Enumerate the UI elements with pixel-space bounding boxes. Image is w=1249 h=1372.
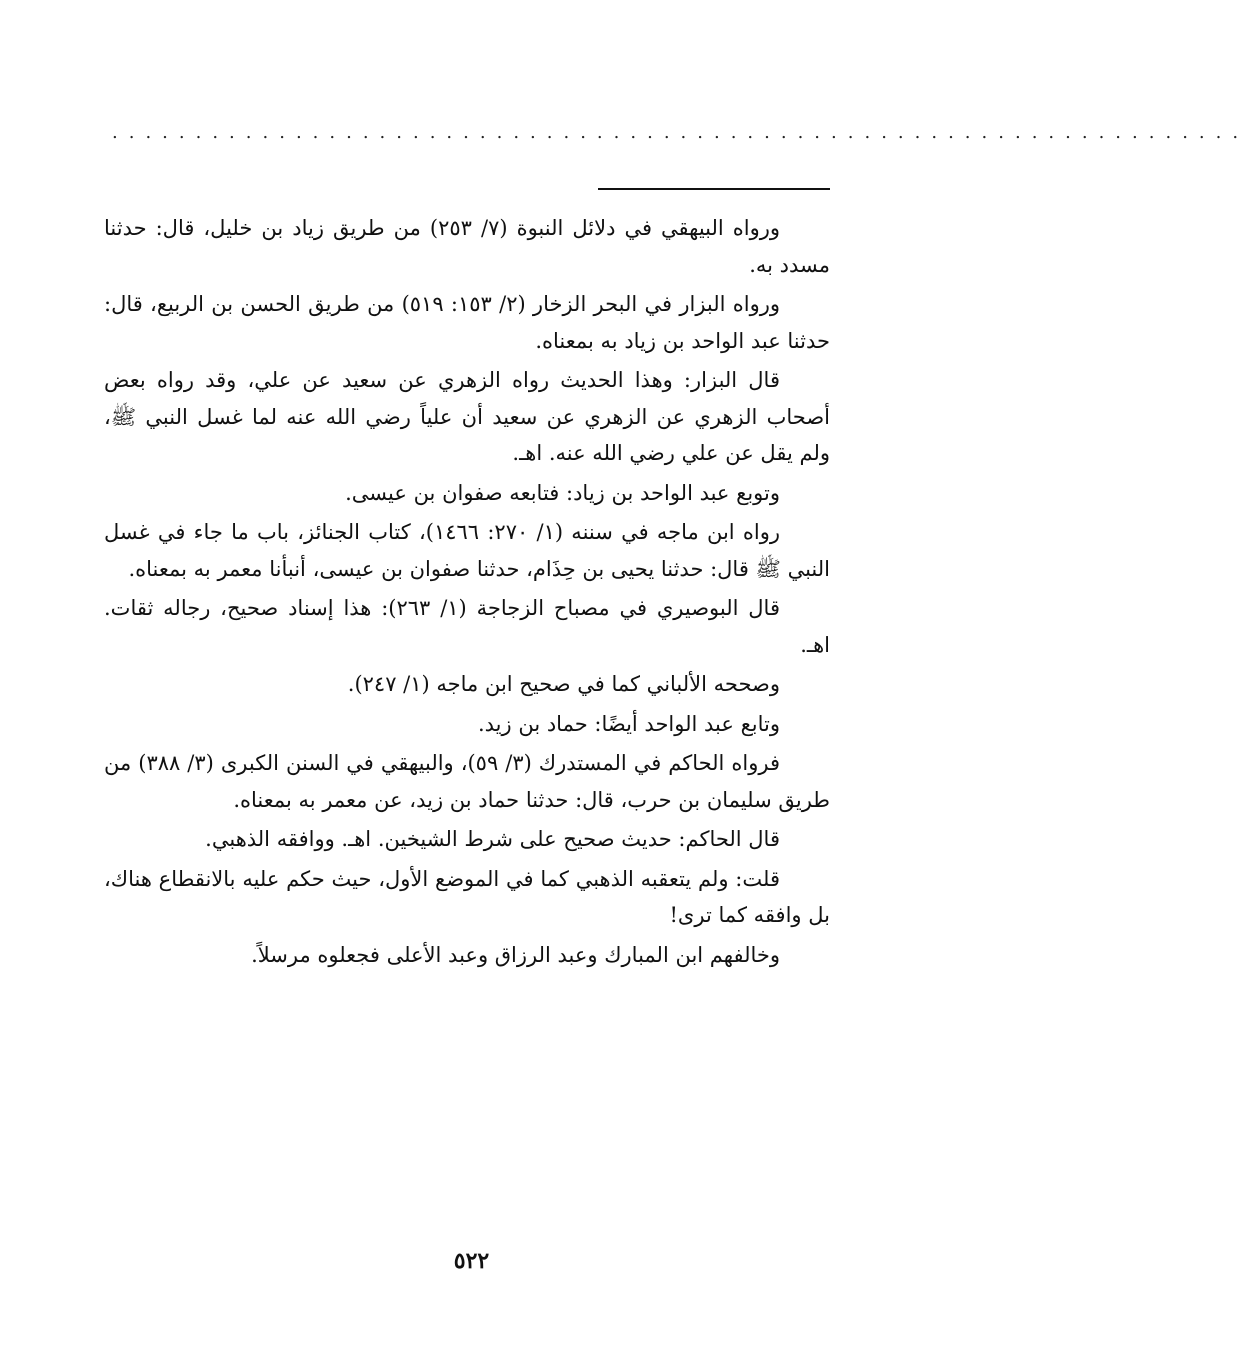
paragraph: ورواه البزار في البحر الزخار (٢/ ١٥٣: ٥١٩) من طريق الحسن بن الربيع، قال: حدثنا عبد الواحد بن زياد به بمعناه. (104, 292, 830, 353)
paragraph: وصححه الألباني كما في صحيح ابن ماجه (١/ ٢٤٧). (347, 672, 780, 696)
paragraph: وتوبع عبد الواحد بن زياد: فتابعه صفوان بن عيسى. (345, 480, 780, 505)
paragraph: قال الحاكم: حديث صحيح على شرط الشيخين. اهـ. ووافقه الذهبي. (205, 827, 780, 851)
separator-dots: .................................................................... (112, 122, 1249, 143)
paragraph: قال البزار: وهذا الحديث رواه الزهري عن سعيد عن علي، وقد رواه بعض أصحاب الزهري عن الزهري عن سعيد أن علياً رضي الله عنه لما غسل النبي ﷺ، ولم يقل عن علي رضي الله عنه. اهـ. (104, 368, 830, 465)
paragraph: رواه ابن ماجه في سننه (١/ ٢٧٠: ١٤٦٦)، كتاب الجنائز، باب ما جاء في غسل النبي ﷺ قال: حدثنا يحيى بن حِذَام، حدثنا صفوان بن عيسى، أنبأنا معمر به بمعناه. (104, 520, 830, 581)
paragraph: فرواه الحاكم في المستدرك (٣/ ٥٩)، والبيهقي في السنن الكبرى (٣/ ٣٨٨) من طريق سليمان بن حرب، قال: حدثنا حماد بن زيد، عن معمر به بمعناه. (104, 751, 830, 812)
footnote-rule (598, 188, 830, 190)
page-body (104, 210, 830, 976)
paragraph: ورواه البيهقي في دلائل النبوة (٧/ ٢٥٣) من طريق زياد بن خليل، قال: حدثنا مسدد به. (104, 216, 830, 277)
page-number: ٥٢٢ (453, 1248, 490, 1274)
paragraph: قال البوصيري في مصباح الزجاجة (١/ ٢٦٣): هذا إسناد صحيح، رجاله ثقات. اهـ. (104, 596, 830, 657)
paragraph: وخالفهم ابن المبارك وعبد الرزاق وعبد الأعلى فجعلوه مرسلاً. (251, 942, 780, 967)
paragraph: وتابع عبد الواحد أيضًا: حماد بن زيد. (477, 711, 780, 736)
paragraph: قلت: ولم يتعقبه الذهبي كما في الموضع الأول، حيث حكم عليه بالانقطاع هناك، بل وافقه كما ترى! (104, 866, 830, 927)
